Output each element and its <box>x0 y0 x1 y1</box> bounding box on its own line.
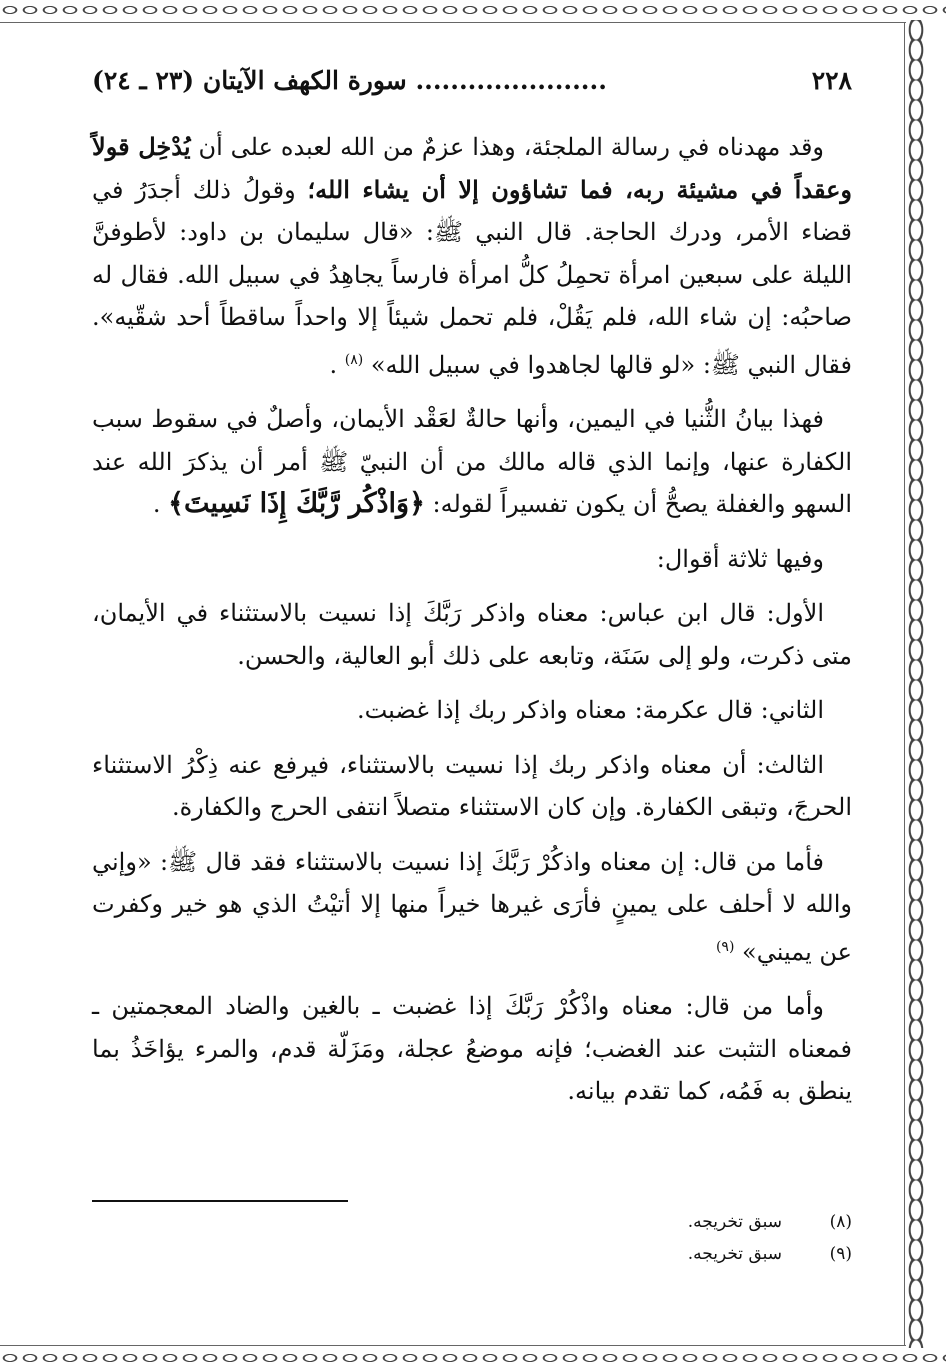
border-line <box>0 22 906 23</box>
paragraph: الأول: قال ابن عباس: معناه واذكر رَبَّكَ إذا نسيت بالاستثناء في الأيمان، متى ذكرت، ولو إلى سَنَة، وتابعه على ذلك أبو العالية، والحسن. <box>92 599 852 670</box>
footnote-text: سبق تخريجه. <box>687 1244 782 1264</box>
border-line <box>904 22 905 1346</box>
paragraph-end: . <box>152 490 161 518</box>
dot-leader: ...................... <box>406 65 607 95</box>
paragraph: الثالث: أن معناه واذكر ربك إذا نسيت بالاستثناء، فيرفع عنه ذِكْرُ الاستثناء الحرجَ، وتبقى الكفارة. وإن كان الاستثناء متصلاً انتفى الحرج والكفارة. <box>92 750 852 821</box>
footnote-divider <box>92 1200 348 1202</box>
paragraph <box>92 841 852 974</box>
chapter-title: سورة الكهف الآيتان (٢٣ ـ ٢٤) <box>92 65 407 95</box>
quran-verse: ﴿وَاذْكُر رَّبَّكَ إِذَا نَسِيتَ﴾ <box>168 488 425 519</box>
paragraph <box>92 126 852 386</box>
paragraph: الثاني: قال عكرمة: معناه واذكر ربك إذا غضبت. <box>356 696 824 724</box>
emphasis-text: يُدْخِل قولاً وعقداً في مشيئة ربه، فما تشاؤون إلا أن يشاء الله؛ <box>92 132 852 204</box>
footnote-text: سبق تخريجه. <box>687 1212 782 1232</box>
paragraph-end: . <box>329 350 338 379</box>
footnote-number: (٨) <box>829 1212 852 1232</box>
paragraph-text: فأما من قال: إن معناه واذكُرْ رَبَّكَ إذا نسيت بالاستثناء فقد قال ﷺ: «وإني والله لا أحلف على يمينٍ فأرَى غيرها خيراً منها إلا أتيْتُ الذي هو خير وكفرت عن يميني» <box>92 847 852 966</box>
main-text <box>92 126 852 1113</box>
paragraph: وأما من قال: معناه واذْكُرْ رَبَّكَ إذا غضبت ـ بالغين والضاد المعجمتين ـ فمعناه التثبت عند الغضب؛ فإنه موضعُ عجلة، ومَزَلّة قدم، والمرء يؤاخَذُ بما ينطق به فَمُه، كما تقدم بيانه. <box>92 992 852 1105</box>
ornamental-border-right <box>906 20 926 1348</box>
paragraph-text: وقولُ ذلك أجدَرُ في قضاء الأمر، ودرك الحاجة. قال النبي ﷺ: «قال سليمان بن داود: لأطوفنَّ الليلة على سبعين امرأة تحمِلُ كلُّ امرأة فارساً يجاهِدُ في سبيل الله. فقال له صاحبُه: إن شاء الله، فلم يَقُلْ، فلم تحمل شيئاً إلا واحداً ساقطاً أحد شقّيه». فقال النبي ﷺ: «لو قالها لجاهدوا في سبيل الله» <box>92 175 853 379</box>
footnotes <box>452 1206 852 1270</box>
page-title <box>92 66 607 95</box>
paragraph: وفيها ثلاثة أقوال: <box>656 544 824 573</box>
paragraph-text: وقد مهدناه في رسالة الملجئة، وهذا عزمٌ من الله لعبده على أن <box>190 133 825 161</box>
page-number: ٢٢٨ <box>811 65 852 95</box>
footnote-ref: (٨) <box>344 351 364 368</box>
paragraph <box>92 398 852 526</box>
footnote-number: (٩) <box>829 1244 852 1264</box>
footnote-ref: (٩) <box>715 938 735 955</box>
ornamental-border-top <box>0 0 946 20</box>
running-header <box>92 58 852 102</box>
footnote <box>452 1238 852 1270</box>
ornamental-border-bottom <box>0 1348 946 1368</box>
footnote <box>452 1206 852 1238</box>
paragraph-text: فهذا بيانُ الثُّنيا في اليمين، وأنها حالةٌ لعَقْد الأيمان، وأصلٌ في سقوط سبب الكفارة عنها، وإنما الذي قاله مالك من أن النبيّ ﷺ أمر أن يذكرَ الله عند السهو والغفلة يصحُّ أن يكون تفسيراً لقوله: <box>92 405 852 518</box>
border-line <box>0 1345 906 1346</box>
page-body <box>92 58 852 1125</box>
